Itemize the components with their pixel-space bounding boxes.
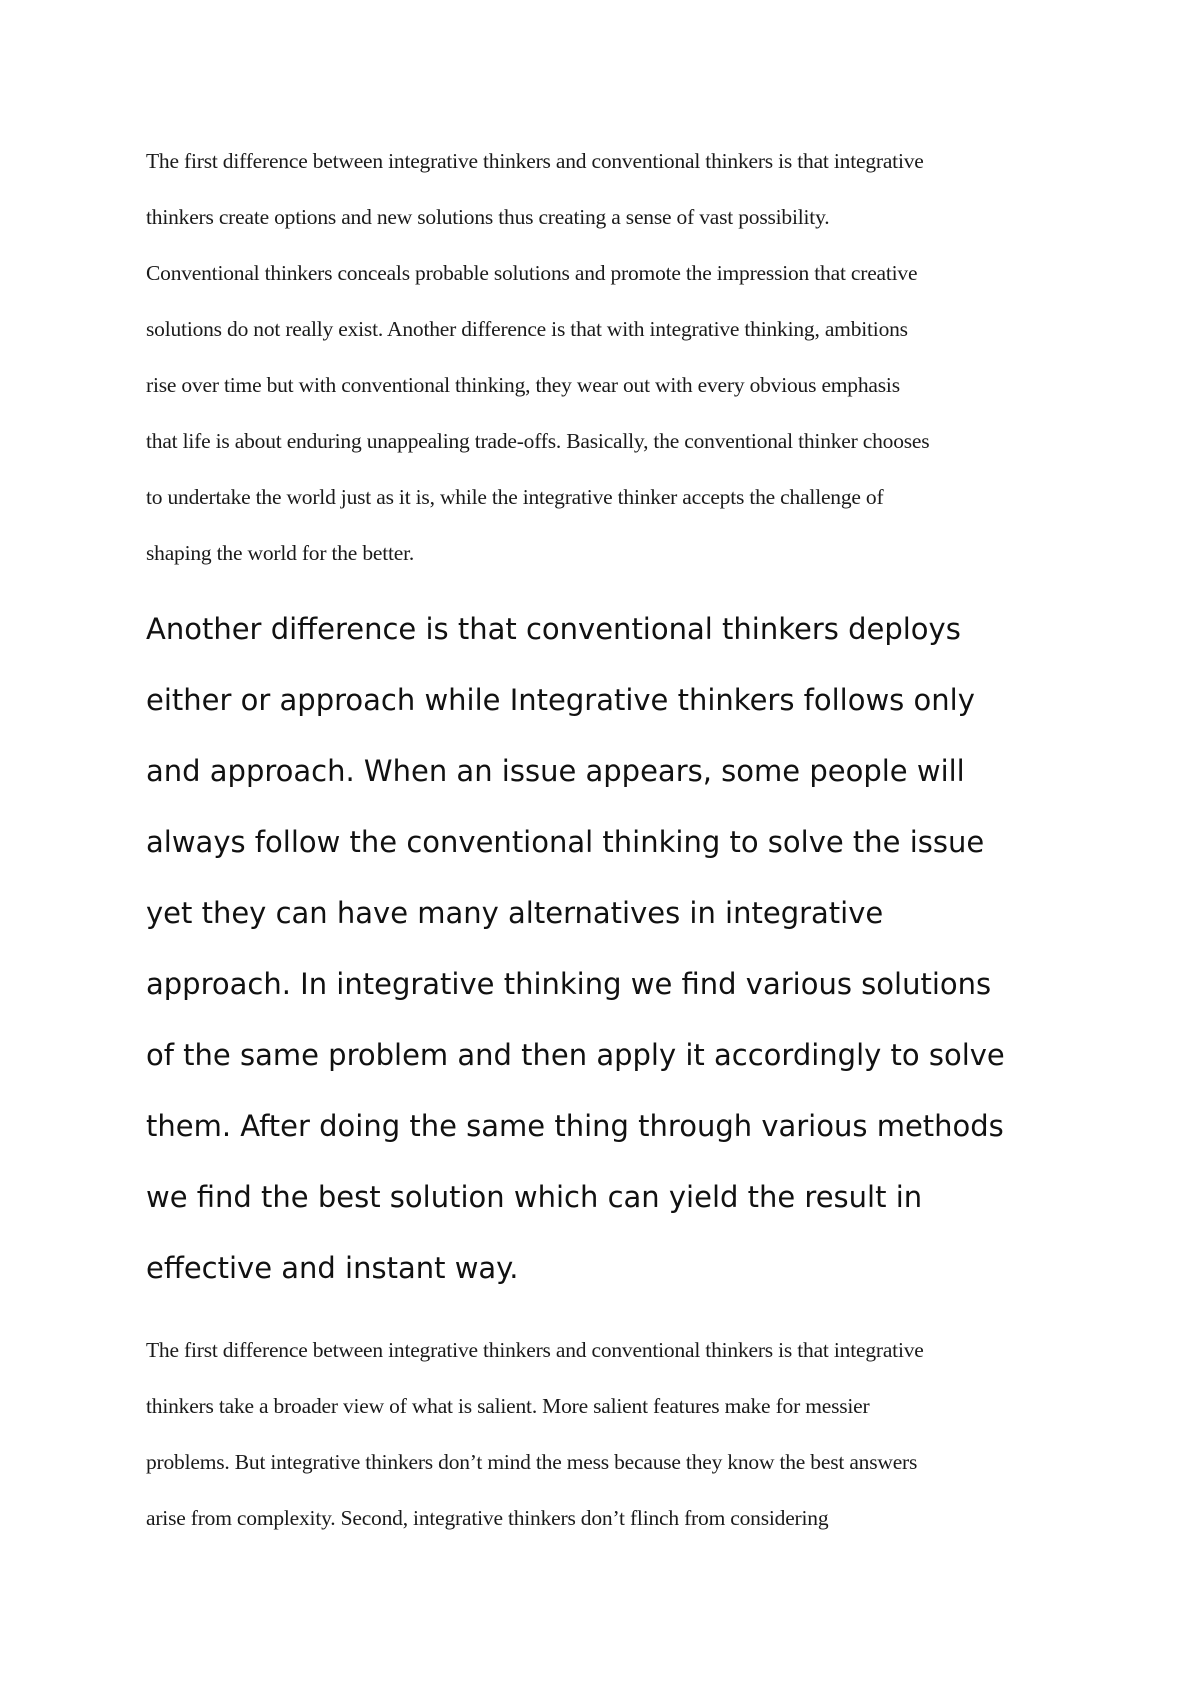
paragraph-1	[146, 133, 1066, 581]
text-line: The first difference between integrative thinkers and conventional thinkers is that integrative	[146, 149, 924, 173]
text-line: that life is about enduring unappealing trade-offs. Basically, the conventional thinker chooses	[146, 429, 930, 453]
paragraph-2	[146, 594, 1066, 1304]
text-line: we find the best solution which can yield the result in	[146, 1180, 923, 1214]
text-line: thinkers take a broader view of what is salient. More salient features make for messier	[146, 1394, 870, 1418]
text-line: thinkers create options and new solutions thus creating a sense of vast possibility.	[146, 205, 830, 229]
text-line: and approach. When an issue appears, some people will	[146, 754, 965, 788]
text-line: always follow the conventional thinking to solve the issue	[146, 825, 985, 859]
text-line: Another difference is that conventional thinkers deploys	[146, 612, 961, 646]
text-line: problems. But integrative thinkers don’t mind the mess because they know the best answers	[146, 1450, 918, 1474]
paragraph-3	[146, 1322, 1066, 1546]
text-line: yet they can have many alternatives in integrative	[146, 896, 884, 930]
text-line: arise from complexity. Second, integrative thinkers don’t flinch from considering	[146, 1506, 829, 1530]
text-line: Conventional thinkers conceals probable solutions and promote the impression that creative	[146, 261, 918, 285]
text-line: of the same problem and then apply it accordingly to solve	[146, 1038, 1005, 1072]
text-line: approach. In integrative thinking we find various solutions	[146, 967, 992, 1001]
text-line: to undertake the world just as it is, while the integrative thinker accepts the challenge of	[146, 485, 884, 509]
text-line: rise over time but with conventional thinking, they wear out with every obvious emphasis	[146, 373, 900, 397]
text-line: shaping the world for the better.	[146, 541, 415, 565]
text-line: effective and instant way.	[146, 1251, 519, 1285]
text-line: them. After doing the same thing through various methods	[146, 1109, 1004, 1143]
text-line: solutions do not really exist. Another difference is that with integrative thinking, ambitions	[146, 317, 908, 341]
text-line: either or approach while Integrative thinkers follows only	[146, 683, 975, 717]
text-line: The first difference between integrative thinkers and conventional thinkers is that integrative	[146, 1338, 924, 1362]
